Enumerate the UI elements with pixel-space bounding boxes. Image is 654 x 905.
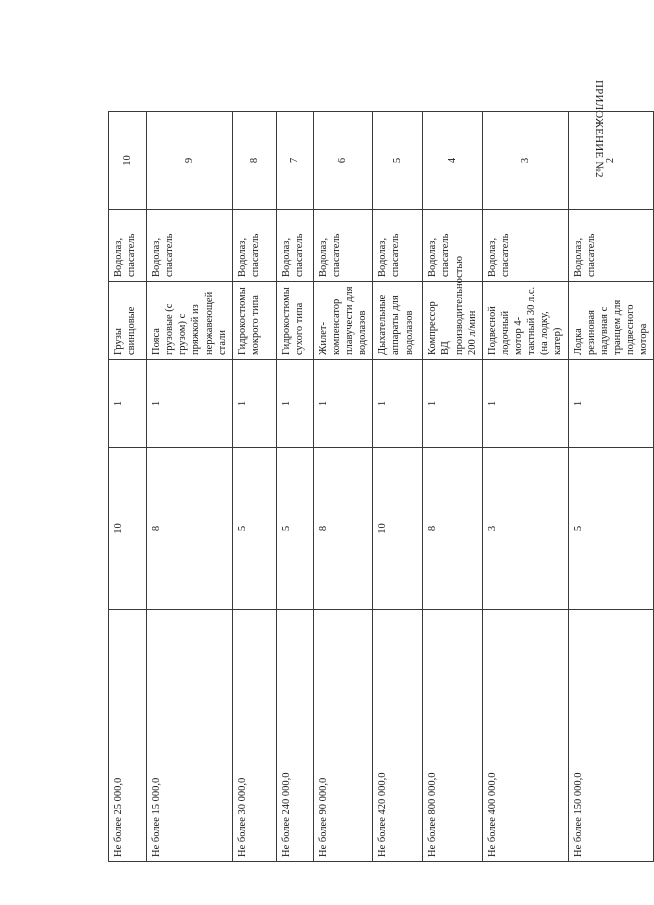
- cell-cost: Не более 30 000,0: [232, 610, 276, 862]
- cell-num: 6: [313, 112, 373, 210]
- cell-term: 8: [147, 448, 233, 610]
- cell-cost: Не более 150 000,0: [568, 610, 654, 862]
- cell-num: 5: [373, 112, 423, 210]
- cell-item: Жилет- компенсатор плавучести для водолазов: [313, 282, 373, 360]
- cell-qty: 1: [313, 360, 373, 448]
- cell-item: Дыхательные аппараты для водолазов: [373, 282, 423, 360]
- cell-term: 8: [423, 448, 483, 610]
- cell-num: 4: [423, 112, 483, 210]
- cell-term: 8: [313, 448, 373, 610]
- cell-profession: Водолаз, спасатель: [147, 210, 233, 282]
- cell-num: 7: [276, 112, 313, 210]
- cell-item: Лодка резиновая надувная с транцем для подвесного мотора: [568, 282, 654, 360]
- page-heading: ПРИЛОЖЕНИЕ №2: [593, 80, 605, 178]
- table-row: [568, 112, 654, 862]
- cell-profession: Водолаз, спасатель: [276, 210, 313, 282]
- cell-qty: 1: [232, 360, 276, 448]
- cell-cost: Не более 800 000,0: [423, 610, 483, 862]
- cell-qty: 1: [568, 360, 654, 448]
- cell-num: 8: [232, 112, 276, 210]
- cell-term: 10: [109, 448, 147, 610]
- cell-term: 5: [276, 448, 313, 610]
- cell-profession: Водолаз, спасатель: [373, 210, 423, 282]
- cell-cost: Не более 420 000,0: [373, 610, 423, 862]
- cell-profession: Водолаз, спасатель: [423, 210, 483, 282]
- cell-profession: Водолаз, спасатель: [109, 210, 147, 282]
- cell-term: 10: [373, 448, 423, 610]
- cell-cost: Не более 90 000,0: [313, 610, 373, 862]
- cell-qty: 1: [373, 360, 423, 448]
- cell-term: 5: [232, 448, 276, 610]
- cell-num: 10: [109, 112, 147, 210]
- cell-item: Пояса грузовые (с грузом) с пряжкой из нержавеющей стали: [147, 282, 233, 360]
- equipment-table-body: [109, 112, 654, 862]
- cell-profession: Водолаз, спасатель: [313, 210, 373, 282]
- cell-num: 2: [568, 112, 654, 210]
- cell-item: Гидрокостюмы сухого типа: [276, 282, 313, 360]
- cell-cost: Не более 240 000,0: [276, 610, 313, 862]
- table-row: [232, 112, 276, 862]
- cell-item: Компрессор ВД производительностью 200 л/мин: [423, 282, 483, 360]
- cell-term: 5: [568, 448, 654, 610]
- table-row: [313, 112, 373, 862]
- cell-qty: 1: [423, 360, 483, 448]
- cell-profession: Водолаз, спасатель: [568, 210, 654, 282]
- table-row: [423, 112, 483, 862]
- cell-profession: Водолаз, спасатель: [482, 210, 568, 282]
- cell-cost: Не более 25 000,0: [109, 610, 147, 862]
- table-row: [373, 112, 423, 862]
- cell-num: 3: [482, 112, 568, 210]
- cell-qty: 1: [109, 360, 147, 448]
- cell-qty: 1: [147, 360, 233, 448]
- rotated-table-wrapper: [108, 112, 654, 862]
- table-row: [276, 112, 313, 862]
- cell-cost: Не более 15 000,0: [147, 610, 233, 862]
- table-row: [147, 112, 233, 862]
- cell-item: Подвесной лодочный мотор 4- тактный 30 л.с. (на лодку, катер): [482, 282, 568, 360]
- table-row: [109, 112, 147, 862]
- cell-item: Грузы свинцовые: [109, 282, 147, 360]
- cell-qty: 1: [482, 360, 568, 448]
- cell-term: 3: [482, 448, 568, 610]
- cell-profession: Водолаз, спасатель: [232, 210, 276, 282]
- equipment-table: [108, 111, 654, 862]
- cell-cost: Не более 400 000,0: [482, 610, 568, 862]
- cell-num: 9: [147, 112, 233, 210]
- table-row: [482, 112, 568, 862]
- cell-qty: 1: [276, 360, 313, 448]
- cell-item: Гидрокостюмы мокрого типа: [232, 282, 276, 360]
